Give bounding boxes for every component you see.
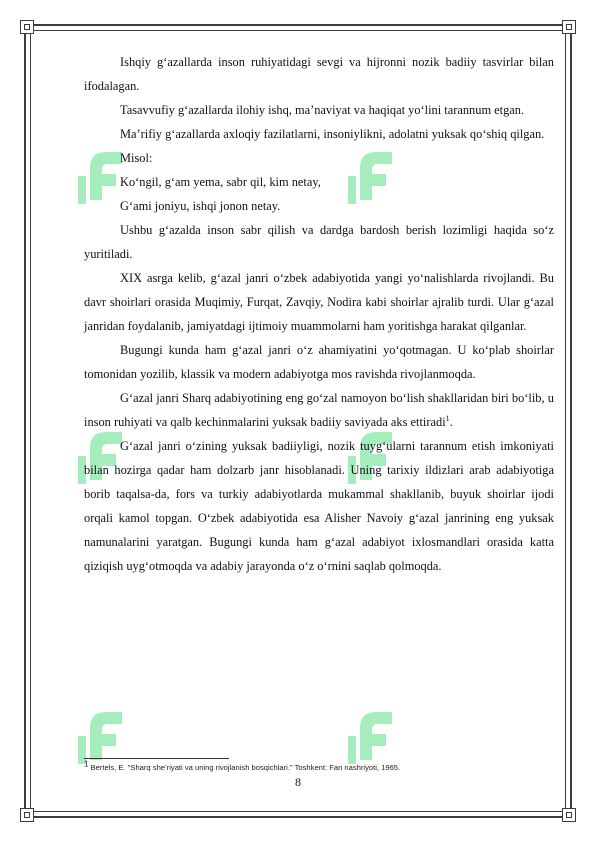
verse-line — [84, 146, 554, 170]
paragraph-text: G‘azal janri o‘zining yuksak badiiyligi, nozik tuyg‘ularni tarannum etish imkoniyati bilan hozirga qadar ham dolzarb janr hisoblanadi. Uning tarixiy ildizlari arab adabiyotiga borib taqalsa-da, fors va turkiy adabiyotlarda mukammal shakllanib, buyuk shoirlar ijodi orqali kamol topgan. O‘zbek adabiyotida esa Alisher Navoiy g‘azal janrining eng yuksak namunalarini yaratgan. Bugungi kunda ham g‘azal adabiyot ixlosmandlari orasida katta qiziqish uyg‘otmoqda va adabiy jarayonda o‘z o‘rnini saqlab qolmoqda. — [84, 439, 554, 573]
paragraph — [84, 218, 554, 266]
border-corner-ornament — [562, 808, 576, 822]
footnote-text: Bertels, E. "Sharq she’riyati va uning rivojlanish bosqichlari." Toshkent: Fan nashriyoti, 1965. — [88, 763, 401, 772]
page-number: 8 — [295, 775, 301, 789]
paragraph-text: Ko‘ngil, g‘am yema, sabr qil, kim netay, — [120, 175, 321, 189]
border-corner-ornament — [20, 20, 34, 34]
paragraph-text: Bugungi kunda ham g‘azal janri o‘z ahamiyatini yo‘qotmagan. U ko‘plab shoirlar tomonidan yozilib, klassik va modern adabiyotga mos ravishda rivojlanmoqda. — [84, 343, 554, 381]
document-body — [84, 50, 554, 578]
paragraph-text: Ma’rifiy g‘azallarda axloqiy fazilatlarni, insoniylikni, adolatni yuksak qo‘shiq qilgan. — [120, 127, 545, 141]
verse-line — [84, 170, 554, 194]
paragraph-text: G‘ami joniyu, ishqi jonon netay. — [120, 199, 281, 213]
paragraph — [84, 338, 554, 386]
border-corner-ornament — [20, 808, 34, 822]
paragraph-text: Ushbu g‘azalda inson sabr qilish va dardga bardosh berish lozimligi haqida so‘z yuritiladi. — [84, 223, 554, 261]
paragraph — [84, 266, 554, 338]
footnote — [84, 759, 554, 772]
paragraph — [84, 50, 554, 98]
watermark-logo — [340, 700, 410, 770]
paragraph — [84, 386, 554, 434]
verse-line — [84, 194, 554, 218]
footnote-marker: 1 — [84, 759, 89, 769]
paragraph-text: Ishqiy g‘azallarda inson ruhiyatidagi sevgi va hijronni nozik badiiy tasvirlar bilan ifodalagan. — [84, 55, 554, 93]
paragraph-text: Misol: — [120, 151, 153, 165]
paragraph-trailing-punctuation: . — [449, 415, 453, 429]
paragraph — [84, 434, 554, 578]
footnote-separator — [84, 758, 229, 759]
watermark-logo — [70, 700, 140, 770]
paragraph — [84, 98, 554, 122]
paragraph — [84, 122, 554, 146]
border-corner-ornament — [562, 20, 576, 34]
footnote-reference: 1 — [445, 413, 450, 423]
paragraph-text: XIX asrga kelib, g‘azal janri o‘zbek adabiyotida yangi yo‘nalishlarda rivojlandi. Bu davr shoirlari orasida Muqimiy, Furqat, Zavqiy, Nodira kabi shoirlar ajralib turdi. Ular g‘azal janridan foydalanib, jamiyatdagi ijtimoiy muammolarni ham yoritishga harakat qilganlar. — [84, 271, 554, 333]
paragraph-text: G‘azal janri Sharq adabiyotining eng go‘zal namoyon bo‘lish shakllaridan biri bo‘lib, u inson ruhiyati va qalb kechinmalarini yuksak badiiy saviyada aks ettiradi — [84, 391, 554, 429]
paragraph-text: Tasavvufiy g‘azallarda ilohiy ishq, ma’naviyat va haqiqat yo‘lini tarannum etgan. — [120, 103, 525, 117]
